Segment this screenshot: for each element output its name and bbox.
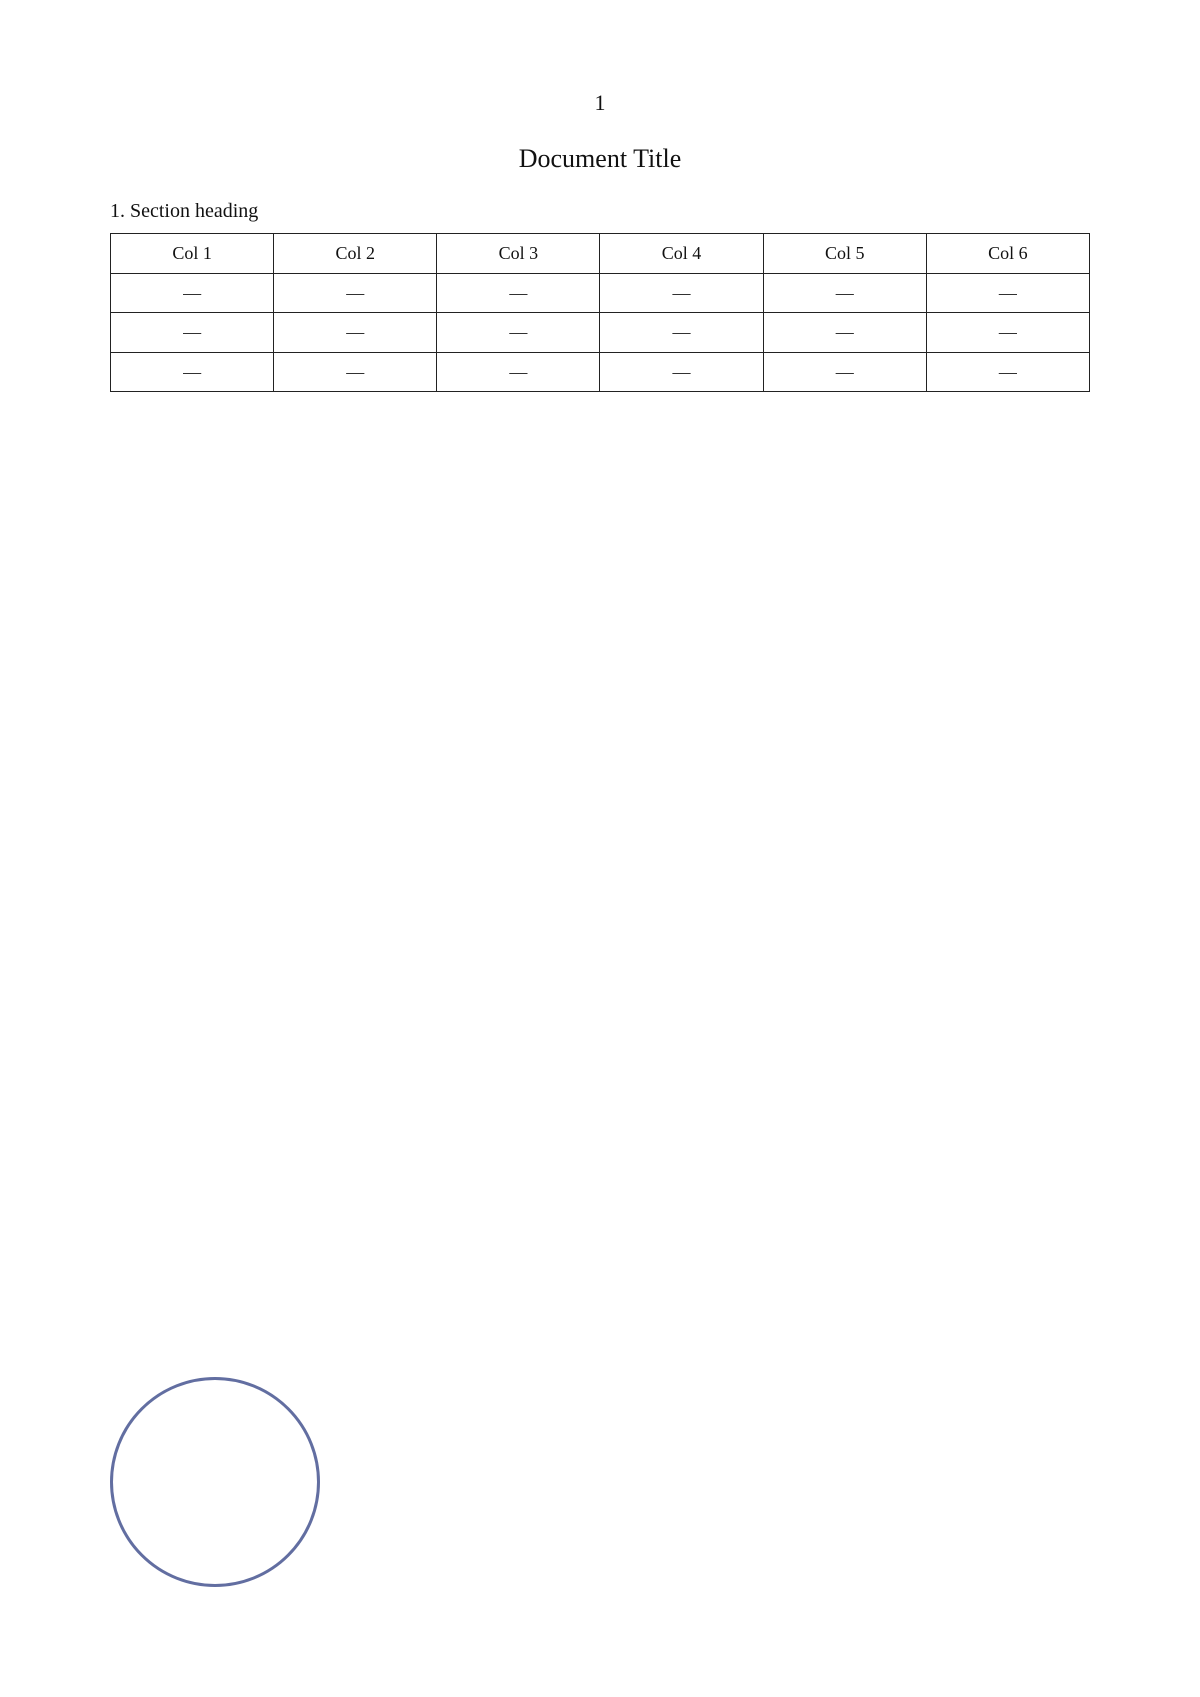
table-cell: —: [600, 273, 763, 313]
table-cell: —: [274, 313, 437, 353]
section-title: 1. Section heading: [110, 200, 259, 222]
data-table: [110, 233, 1090, 392]
table-cell: —: [274, 352, 437, 392]
table-cell: —: [111, 273, 274, 313]
table-cell: —: [600, 352, 763, 392]
document-title: Document Title: [518, 144, 682, 173]
page-footer: [110, 1377, 1090, 1587]
table-row: [111, 273, 1090, 313]
table-cell: —: [763, 352, 926, 392]
table-header-row: [111, 234, 1090, 274]
table-cell: —: [926, 273, 1089, 313]
table-cell: —: [274, 273, 437, 313]
column-header: Col 2: [274, 234, 437, 274]
table-cell: —: [437, 352, 600, 392]
table-cell: —: [437, 273, 600, 313]
table-row: [111, 313, 1090, 353]
column-header: Col 1: [111, 234, 274, 274]
table-header: [111, 234, 1090, 274]
table-cell: —: [926, 313, 1089, 353]
table-cell: —: [763, 273, 926, 313]
page-number: 1: [594, 90, 606, 115]
column-header: Col 4: [600, 234, 763, 274]
column-header: Col 3: [437, 234, 600, 274]
column-header: Col 5: [763, 234, 926, 274]
column-header: Col 6: [926, 234, 1089, 274]
official-stamp: [110, 1377, 320, 1587]
table-row: [111, 352, 1090, 392]
table-cell: —: [111, 352, 274, 392]
table-cell: —: [111, 313, 274, 353]
table-cell: —: [600, 313, 763, 353]
table-body: [111, 273, 1090, 392]
table-cell: —: [437, 313, 600, 353]
table-cell: —: [926, 352, 1089, 392]
table-cell: —: [763, 313, 926, 353]
